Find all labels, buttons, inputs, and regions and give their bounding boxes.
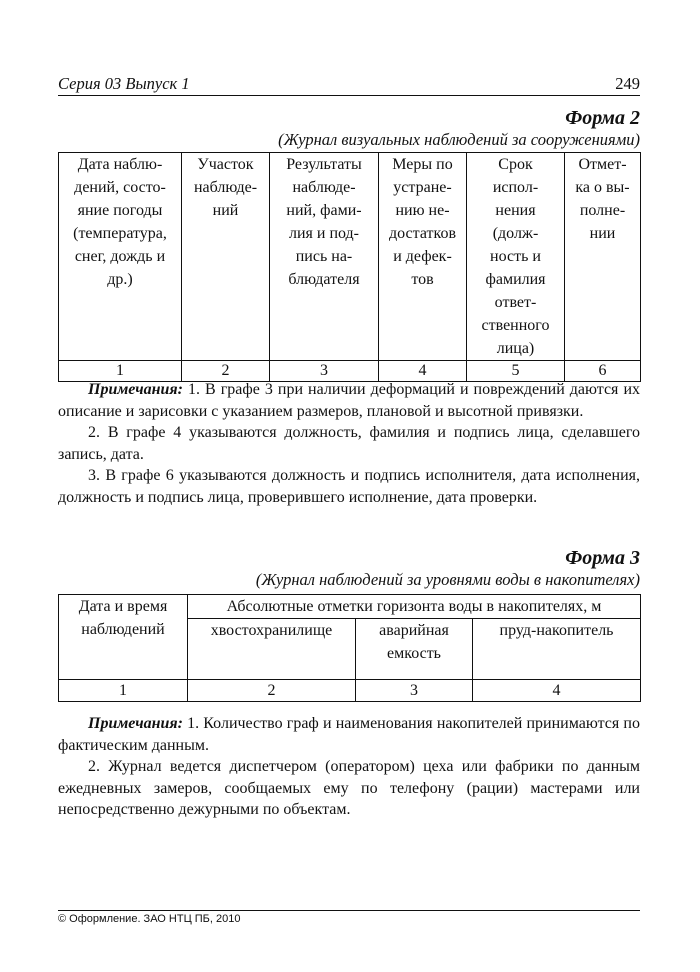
form3-subtitle: (Журнал наблюдений за уровнями воды в накопителях) <box>255 570 640 589</box>
note-item: 2. Журнал ведется диспетчером (оператором) цеха или фабрики по данным ежедневных замеров, сообщаемых ему по телефону (рации) мастерами или непосредственно дежурными по объектам. <box>58 758 640 818</box>
column-number: 1 <box>59 680 188 702</box>
form2-col-header <box>270 153 379 361</box>
note-item: 2. В графе 4 указываются должность, фамилия и подпись лица, сделавшего запись, дата. <box>58 424 640 463</box>
form2-title: Форма 2 <box>565 107 640 129</box>
form3-subcol-header <box>356 619 473 680</box>
form3-subcol-1-label: хвостохранилище <box>210 622 333 639</box>
form2-col-1-label: Дата наблю- дений, состо- яние погоды (температура, снег, дождь и др.) <box>73 156 167 288</box>
note-text: 1. В графе 3 при наличии деформаций и повреждений даются их описание и зарисовки с указанием размеров, плановой и высотной привязки. <box>58 381 640 420</box>
column-number: 4 <box>379 361 467 382</box>
column-number: 1 <box>59 361 182 382</box>
form2-subtitle: (Журнал визуальных наблюдений за сооружениями) <box>278 130 640 149</box>
running-header <box>58 74 640 96</box>
form2-table <box>58 152 641 382</box>
footer-divider <box>58 910 640 911</box>
column-number: 2 <box>182 361 270 382</box>
form3-group-header: Абсолютные отметки горизонта воды в накопителях, м <box>188 595 641 619</box>
form3-title: Форма 3 <box>565 547 640 569</box>
form2-col-3-label: Результаты наблюде- ний, фами- лия и под- пись на- блюдателя <box>286 156 362 288</box>
form2-col-header <box>182 153 270 361</box>
form2-col-6-label: Отмет- ка о вы- полне- нии <box>575 156 630 242</box>
column-number: 3 <box>356 680 473 702</box>
column-number: 3 <box>270 361 379 382</box>
form2-col-4-label: Меры по устране- нию не- достатков и дефек- тов <box>388 156 457 288</box>
form2-col-header <box>59 153 182 361</box>
note-text: 1. Количество граф и наименования накопителей принимаются по фактическим данным. <box>58 715 640 754</box>
column-number: 5 <box>467 361 565 382</box>
form2-col-header <box>467 153 565 361</box>
column-number: 6 <box>565 361 641 382</box>
form3-notes <box>58 713 640 821</box>
form2-col-header <box>379 153 467 361</box>
form3-subcol-header <box>188 619 356 680</box>
form2-notes <box>58 379 640 508</box>
column-number: 4 <box>473 680 641 702</box>
note-item <box>58 713 640 756</box>
form3-table <box>58 594 641 702</box>
form3-header-row <box>59 595 641 619</box>
column-number: 2 <box>188 680 356 702</box>
form3-col-1-label: Дата и время наблюдений <box>78 598 168 638</box>
form3-subcol-header <box>473 619 641 680</box>
form2-header-row <box>59 153 641 361</box>
page-number: 249 <box>615 74 640 93</box>
form2-col-5-label: Срок испол- нения (долж- ность и фамилия ответ- ственного лица) <box>481 156 550 357</box>
footer-copyright: © Оформление. ЗАО НТЦ ПБ, 2010 <box>58 913 241 925</box>
form3-number-row <box>59 680 641 702</box>
form3-subcol-3-label: пруд-накопитель <box>499 622 614 639</box>
notes-label: Примечания: <box>88 715 183 732</box>
form3-subcol-2-label: аварийная емкость <box>379 622 449 662</box>
notes-label: Примечания: <box>88 381 183 398</box>
series-label: Серия 03 Выпуск 1 <box>58 74 190 93</box>
form2-col-2-label: Участок наблюде- ний <box>193 156 258 219</box>
note-item <box>58 379 640 422</box>
note-item: 3. В графе 6 указываются должность и подпись исполнителя, дата исполнения, должность и подпись лица, проверившего исполнение, дата проверки. <box>58 467 640 506</box>
form2-col-header <box>565 153 641 361</box>
form3-col-header <box>59 595 188 680</box>
